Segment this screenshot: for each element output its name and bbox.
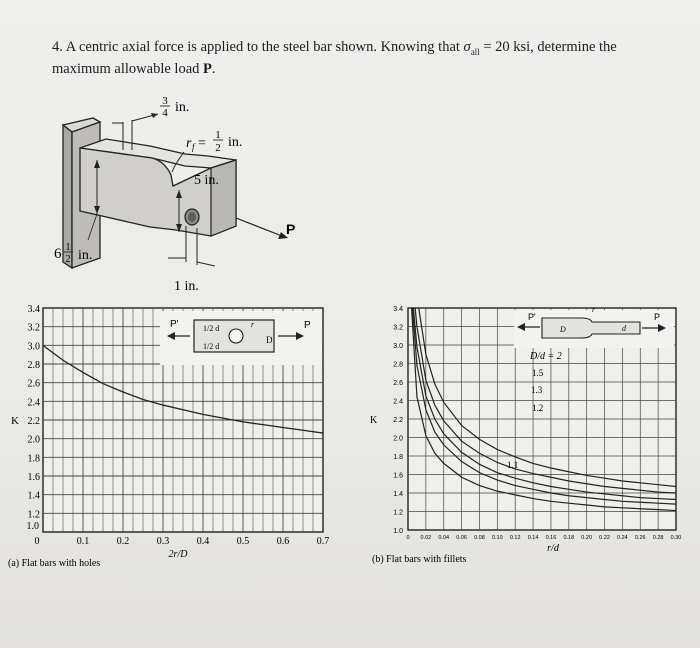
problem-text-line2: maximum allowable load [52,60,204,77]
chart-b-xtick-label: 0.02 [420,535,432,541]
chart-a-ylabel: K [11,415,19,427]
thickness-denominator: 4 [162,107,168,119]
sigma-symbol: σ [463,39,471,55]
chart-b-ytick-label: 3.2 [393,324,403,332]
chart-a-ytick-label: 1.2 [27,509,40,521]
chart-a-ytick-label: 2.8 [27,360,40,371]
chart-a-caption: (a) Flat bars with holes [8,558,101,569]
load-symbol: P [203,60,212,77]
wide-width-numerator: 1 [65,242,71,253]
chart-a-xtick-label: 0 [34,536,40,547]
chart-a-ytick-label: 2.6 [27,378,40,390]
chart-b-xtick-label: 0.24 [617,535,628,541]
chart-b-xtick-label: 0.08 [474,535,485,541]
chart-b-inset-radius: r [592,305,596,314]
chart-b-ytick-label: 1.2 [393,509,403,517]
wide-width-whole: 6 [54,246,62,262]
radius-equals: = [198,136,206,151]
chart-a-xtick-label: 0.5 [236,536,250,547]
chart-a-xtick-label: 0.3 [156,536,170,547]
chart-a-inset-half-d-top: 1/2 d [203,324,220,333]
radius-symbol: r [186,136,192,151]
chart-b-xlabel: r/d [547,543,559,554]
chart-a-inset-load-right: P [304,320,311,331]
chart-a-ytick-label: 3.4 [27,304,40,315]
chart-b-xtick-label: 0.22 [599,535,610,541]
chart-b-inset-width: d [622,324,626,333]
chart-b-ytick-label: 2.6 [393,380,403,387]
hole-diameter-label: 1 in. [174,279,199,294]
load-label: P [286,221,296,237]
chart-a-ytick-label: 1.6 [27,472,40,483]
chart-b-ylabel: K [370,415,378,426]
chart-b-ytick-label: 2.8 [393,361,403,369]
radius-unit: in. [228,135,243,150]
chart-a-inset-hole [229,329,243,343]
chart-b-inset-load-left: P' [528,312,536,322]
chart-a-inset-radius: r [251,320,255,329]
chart-a-xtick-label: 0.6 [276,536,290,547]
chart-b-series-label: 1.3 [531,385,543,395]
chart-a-ytick-label: 1.4 [27,490,40,502]
chart-b-series-label: 1.2 [532,403,544,413]
chart-a-xtick-label: 0.2 [116,536,130,547]
chart-a-inset-load-left: P' [170,319,179,330]
radius-subscript: f [192,142,195,152]
chart-b-ytick-label: 1.8 [393,454,403,461]
chart-b-ytick-label: 3.0 [393,343,403,350]
chart-b-xtick-label: 0.30 [670,535,682,541]
narrow-width-label: 5 in. [194,173,219,188]
radius-denominator: 2 [215,142,221,154]
chart-a-xtick-label: 0.4 [196,536,210,547]
chart-b-ytick-label: 2.4 [393,398,403,406]
wide-width-denominator: 2 [65,254,71,265]
chart-b-xtick-label: 0.18 [563,535,575,541]
chart-b-xtick-label: 0.14 [527,535,539,541]
problem-text-end: = 20 ksi, determine the [479,39,617,55]
chart-b-xtick-label: 0.06 [456,535,467,541]
chart-b-xtick-label: 0.16 [545,535,557,541]
chart-a-ytick-label: 2.0 [27,434,40,446]
chart-b-ytick-label: 1.4 [393,491,403,498]
chart-a-ytick-label: 2.4 [27,397,40,409]
thickness-unit: in. [175,100,190,115]
chart-b-ytick-label: 2.0 [393,435,403,443]
chart-b-ytick-label: 1.6 [393,472,403,480]
chart-a-xtick-label: 0.1 [76,536,90,547]
chart-b-caption: (b) Flat bars with fillets [372,554,467,565]
wide-width-unit: in. [78,248,93,263]
chart-a-ytick-label: 3.2 [27,322,40,334]
chart-b-xtick-label: 0.10 [491,535,503,541]
chart-b-ytick-label: 3.4 [393,306,403,313]
chart-b-ytick-label: 2.2 [393,417,403,424]
chart-b-xtick-label: 0.12 [509,535,521,541]
chart-a-inset-half-d-bottom: 1/2 d [203,342,220,351]
radius-numerator: 1 [215,129,221,141]
sigma-subscript: all [470,46,480,57]
chart-a-xlabel: 2r/D [168,549,188,560]
chart-b-xtick-label: 0.28 [652,535,664,541]
period: . [211,60,216,77]
chart-a-ytick-label: 2.2 [27,416,40,427]
chart-a-xtick-label: 0.7 [316,536,330,547]
chart-a-ytick-label: 1.0 [26,521,39,532]
chart-a-ytick-label: 3.0 [27,341,40,353]
chart-b-ytick-label: 1.0 [393,528,403,535]
chart-b-series-label: 1.1 [507,460,519,470]
thickness-numerator: 3 [162,95,168,107]
chart-a-inset-depth: D [266,335,273,345]
chart-b-series-label: 1.5 [532,368,544,378]
problem-text: 4. A centric axial force is applied to the steel bar shown. Knowing that [52,39,464,55]
chart-b-xtick-label: 0.04 [438,535,450,541]
chart-b-inset-depth: D [560,325,566,334]
chart-b-xtick-label: 0 [406,535,410,541]
chart-a-ytick-label: 1.8 [27,453,40,465]
chart-b-xtick-label: 0.20 [581,535,593,541]
chart-b-inset-load-right: P [654,312,661,322]
chart-b-xtick-label: 0.26 [634,535,646,541]
chart-b-series-label: D/d = 2 [530,351,562,362]
